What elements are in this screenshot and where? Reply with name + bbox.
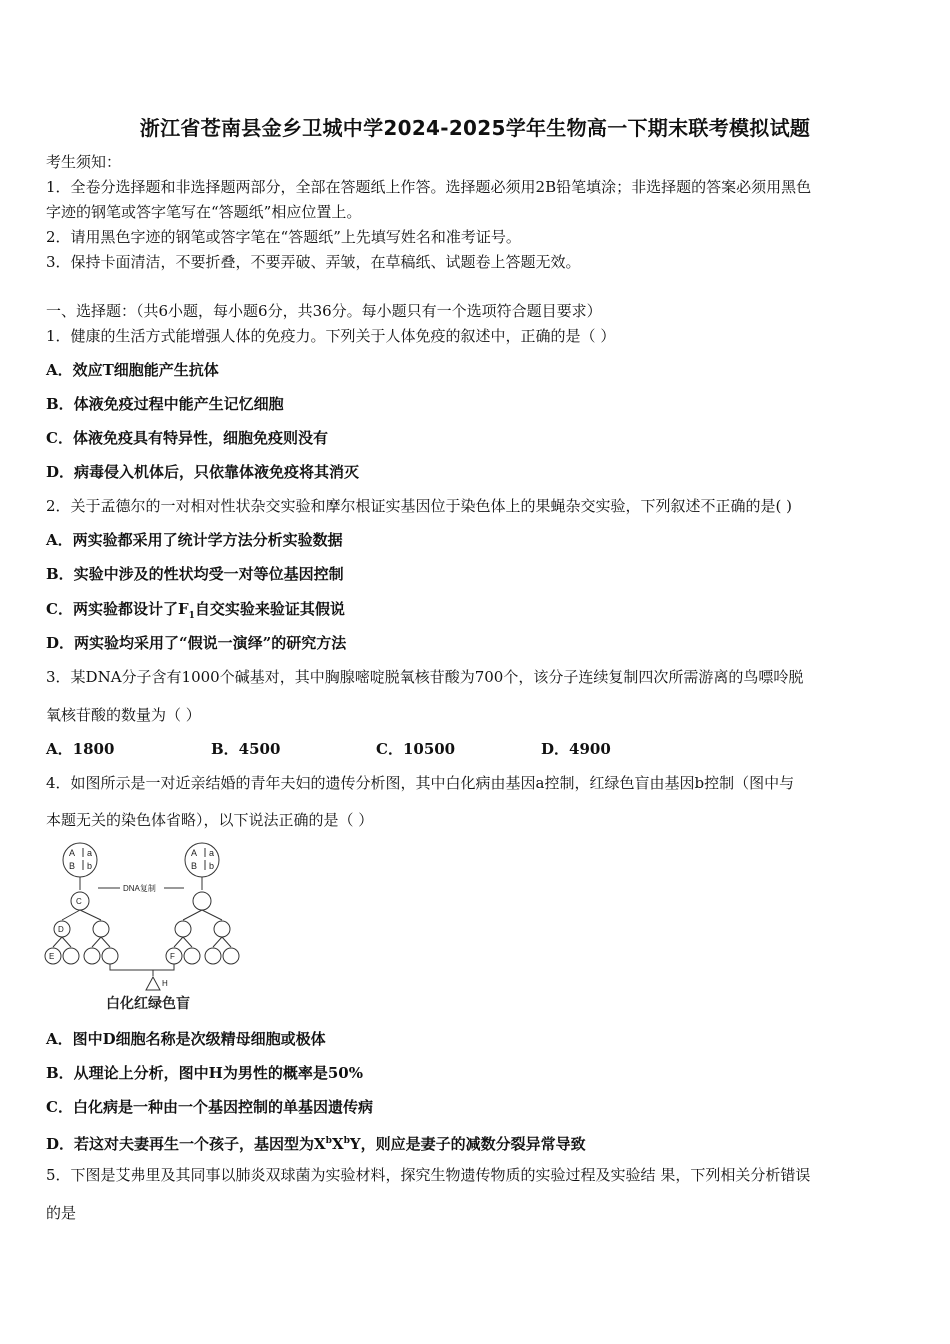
notice-item-2: 2．请用黑色字迹的钢笔或答字笔在“答题纸”上先填写姓名和准考证号。 — [46, 228, 521, 246]
q5-stem-line1: 5．下图是艾弗里及其同事以肺炎双球菌为实验材料，探究生物遗传物质的实验过程及实验结 果，下列相关分析错误 — [46, 1166, 811, 1184]
pedigree-diagram — [44, 840, 254, 1015]
section-heading: 一、选择题：（共6小题，每小题6分，共36分。每小题只有一个选项符合题目要求） — [46, 302, 602, 320]
q3-stem-line2: 氧核苷酸的数量为（ ） — [46, 706, 201, 724]
q4-option-b: B．从理论上分析，图中H为男性的概率是50% — [46, 1064, 363, 1082]
q2-option-d: D．两实验均采用了“假说一演绎”的研究方法 — [46, 634, 347, 652]
q1-option-c: C．体液免疫具有特异性，细胞免疫则没有 — [46, 429, 328, 447]
gene-letter: b — [87, 861, 93, 871]
notice-item-1-cont: 字迹的钢笔或答字笔写在“答题纸”相应位置上。 — [46, 203, 362, 221]
notice-item-3: 3．保持卡面清洁，不要折叠，不要弄破、弄皱，在草稿纸、试题卷上答题无效。 — [46, 253, 581, 271]
q2-stem: 2．关于孟德尔的一对相对性状杂交实验和摩尔根证实基因位于染色体上的果蝇杂交实验，下列叙述不正确的是( ) — [46, 497, 793, 515]
q1-stem: 1．健康的生活方式能增强人体的免疫力。下列关于人体免疫的叙述中，正确的是（ ） — [46, 327, 616, 345]
notice-item-1: 1．全卷分选择题和非选择题两部分，全部在答题纸上作答。选择题必须用2B铅笔填涂；非选择题的答案必须用黑色 — [46, 178, 812, 196]
q5-stem-line2: 的是 — [46, 1204, 77, 1222]
q1-option-b: B．体液免疫过程中能产生记忆细胞 — [46, 395, 284, 413]
q3-option-c: C．10500 — [376, 740, 456, 758]
gene-letter: B — [69, 861, 76, 871]
dna-replication-label: DNA复制 — [123, 884, 156, 893]
q3-option-d: D．4900 — [541, 740, 611, 758]
cell-label-f: F — [170, 952, 175, 961]
gene-letter: A — [191, 848, 198, 858]
page-title: 浙江省苍南县金乡卫城中学2024-2025学年生物高一下期末联考模拟试题 — [139, 116, 811, 140]
q3-option-a: A．1800 — [46, 740, 115, 758]
gene-letter: a — [209, 848, 215, 858]
cell-label-d: D — [58, 925, 64, 934]
q3-option-b: B．4500 — [211, 740, 281, 758]
gene-letter: B — [191, 861, 198, 871]
q4-stem-line1: 4．如图所示是一对近亲结婚的青年夫妇的遗传分析图，其中白化病由基因a控制，红绿色盲由基因b控制（图中与 — [46, 774, 795, 792]
notice-heading: 考生须知： — [46, 153, 122, 171]
q3-stem-line1: 3．某DNA分子含有1000个碱基对，其中胸腺嘧啶脱氧核苷酸为700个，该分子连续复制四次所需游离的鸟嘌呤脱 — [46, 668, 804, 686]
figure-caption: 白化红绿色盲 — [106, 995, 190, 1011]
q2-option-a: A．两实验都采用了统计学方法分析实验数据 — [46, 531, 343, 549]
q4-option-a: A．图中D细胞名称是次级精母细胞或极体 — [46, 1030, 326, 1048]
q3-options — [46, 739, 706, 759]
q4-option-c: C．白化病是一种由一个基因控制的单基因遗传病 — [46, 1098, 373, 1116]
gene-letter: a — [87, 848, 93, 858]
q4-stem-line2: 本题无关的染色体省略），以下说法正确的是（ ） — [46, 811, 374, 829]
gene-letter: A — [69, 848, 76, 858]
q2-option-c: C．两实验都设计了$F_1$自交实验来验证其假说 — [46, 600, 345, 621]
cell-label-e: E — [49, 952, 55, 961]
gene-letter: b — [209, 861, 215, 871]
q4-option-d: D．若这对夫妻再生一个孩子，基因型为$X^bX^bY$，则应是妻子的减数分裂异常导致 — [46, 1135, 586, 1153]
q1-option-a: A．效应T细胞能产生抗体 — [46, 361, 219, 379]
cell-label-c: C — [76, 897, 82, 906]
q2-option-b: B．实验中涉及的性状均受一对等位基因控制 — [46, 565, 344, 583]
cell-label-h: H — [162, 979, 168, 988]
q1-option-d: D．病毒侵入机体后，只依靠体液免疫将其消灭 — [46, 463, 360, 481]
